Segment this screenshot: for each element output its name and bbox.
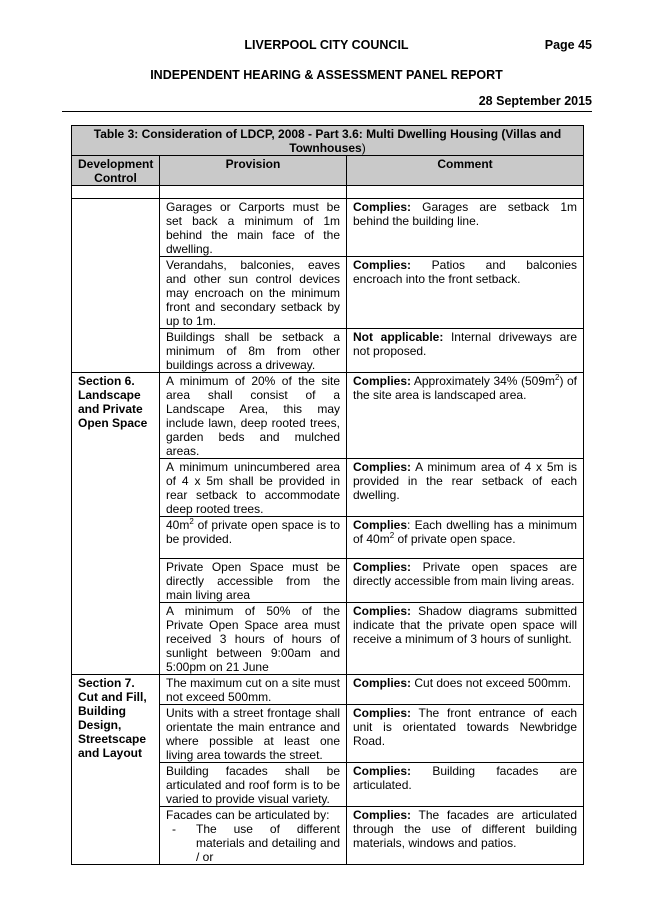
- comment-cell: Complies: Private open spaces are directly accessible from main living areas.: [347, 559, 584, 603]
- header-development-control: Development Control: [72, 156, 160, 186]
- provision-cell: Garages or Carports must be set back a minimum of 1m behind the main face of the dwelling.: [160, 199, 347, 257]
- page-header: [0, 38, 653, 54]
- list-item: - The use of different materials and detailing and / or: [196, 822, 340, 864]
- comment-cell: Complies: Building facades are articulated.: [347, 763, 584, 807]
- provision-cell: A minimum of 50% of the Private Open Space area must received 3 hours of hours of sunlight between 9:00am and 5:00pm on 21 June: [160, 603, 347, 675]
- table-row: [72, 373, 584, 459]
- comment-cell: Not applicable: Internal driveways are not proposed.: [347, 329, 584, 373]
- control-cell-empty: [72, 199, 160, 373]
- provision-cell: Buildings shall be setback a minimum of 8m from other buildings across a driveway.: [160, 329, 347, 373]
- page-number: Page 45: [544, 38, 592, 52]
- comment-cell: Complies: Garages are setback 1m behind the building line.: [347, 199, 584, 257]
- table-row: [72, 199, 584, 257]
- council-name: LIVERPOOL CITY COUNCIL: [244, 38, 409, 52]
- provision-cell: Facades can be articulated by: - The use of different materials and detailing and / or: [160, 807, 347, 865]
- table-header-row: [72, 156, 584, 186]
- section-7-label: Section 7. Cut and Fill, Building Design, Streetscape and Layout: [72, 675, 160, 865]
- comment-cell: Complies: The facades are articulated through the use of different building materials, windows and patios.: [347, 807, 584, 865]
- comment-cell: Complies: A minimum area of 4 x 5m is provided in the rear setback of each dwelling.: [347, 459, 584, 517]
- provision-cell: Private Open Space must be directly accessible from the main living area: [160, 559, 347, 603]
- header-provision: Provision: [160, 156, 347, 186]
- compliance-table: [71, 125, 584, 865]
- table-row: [72, 675, 584, 705]
- provision-cell: $40m^2$ of private open space is to be provided.: [160, 517, 347, 559]
- comment-cell: Complies: Each dwelling has a minimum of $40m^2$ of private open space.: [347, 517, 584, 559]
- provision-cell: A minimum unincumbered area of 4 x 5m shall be provided in rear setback to accommodate deep rooted trees.: [160, 459, 347, 517]
- provision-cell: A minimum of 20% of the site area shall consist of a Landscape Area, this may include lawn, deep rooted trees, garden beds and mulched areas.: [160, 373, 347, 459]
- comment-cell: Complies: Shadow diagrams submitted indicate that the private open space will receive a minimum of 3 hours of sunlight.: [347, 603, 584, 675]
- provision-cell: The maximum cut on a site must not exceed 500mm.: [160, 675, 347, 705]
- report-date: 28 September 2015: [478, 94, 592, 108]
- section-6-label: Section 6. Landscape and Private Open Space: [72, 373, 160, 675]
- comment-cell: Complies: The front entrance of each unit is orientated towards Newbridge Road.: [347, 705, 584, 763]
- report-title: INDEPENDENT HEARING & ASSESSMENT PANEL REPORT: [150, 68, 503, 82]
- table-caption-row: [72, 126, 584, 156]
- provision-cell: Units with a street frontage shall orientate the main entrance and where possible at least one living area towards the street.: [160, 705, 347, 763]
- header-comment: Comment: [347, 156, 584, 186]
- provision-cell: Verandahs, balconies, eaves and other sun control devices may encroach on the minimum front and secondary setback by up to 1m.: [160, 257, 347, 329]
- comment-cell: Complies: Cut does not exceed 500mm.: [347, 675, 584, 705]
- table-caption: Table 3: Consideration of LDCP, 2008 - Part 3.6: Multi Dwelling Housing (Villas and Townhouses): [72, 126, 584, 156]
- provision-bullet-list: [166, 822, 340, 864]
- table-spacer-row: [72, 186, 584, 199]
- provision-cell: Building facades shall be articulated and roof form is to be varied to provide visual variety.: [160, 763, 347, 807]
- comment-cell: Complies: Patios and balconies encroach into the front setback.: [347, 257, 584, 329]
- comment-cell: Complies: Approximately 34% $(509m^2)$ of the site area is landscaped area.: [347, 373, 584, 459]
- header-divider: [62, 111, 592, 112]
